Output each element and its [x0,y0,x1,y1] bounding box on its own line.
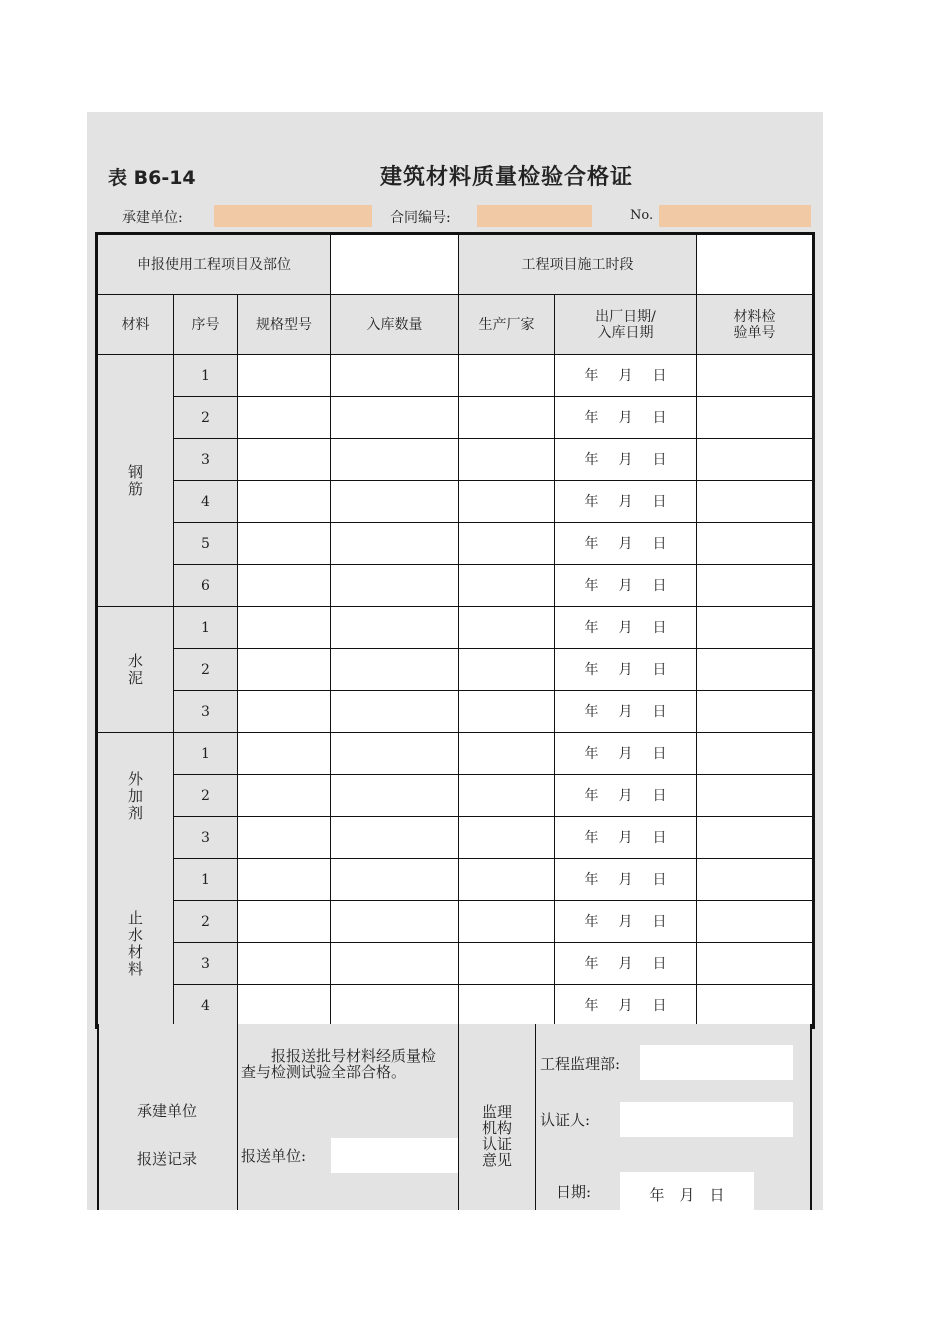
report-cell[interactable] [697,523,813,565]
date-cell[interactable]: 年 月 日 [555,775,697,817]
date-label: 日期: [556,1183,592,1201]
qty-cell[interactable] [331,649,459,691]
col-date: 出厂日期/入库日期 [555,295,697,355]
spec-cell[interactable] [238,775,331,817]
seq-cell: 2 [174,775,238,817]
spec-cell[interactable] [238,355,331,397]
report-cell[interactable] [697,397,813,439]
maker-cell[interactable] [459,901,555,943]
report-cell[interactable] [697,355,813,397]
qty-cell[interactable] [331,691,459,733]
no-input[interactable] [659,205,811,227]
submission-record-label: 报送记录 [137,1150,198,1168]
report-cell[interactable] [697,901,813,943]
qty-cell[interactable] [331,775,459,817]
seq-cell: 4 [174,481,238,523]
maker-cell[interactable] [459,985,555,1027]
spec-cell[interactable] [238,607,331,649]
date-cell[interactable]: 年 月 日 [555,733,697,775]
report-cell[interactable] [697,817,813,859]
maker-cell[interactable] [459,943,555,985]
cert-date-input[interactable]: 年 月 日 [620,1172,754,1210]
qty-cell[interactable] [331,943,459,985]
date-cell[interactable]: 年 月 日 [555,355,697,397]
maker-cell[interactable] [459,565,555,607]
maker-cell[interactable] [459,523,555,565]
qualification-statement: 报报送批号材料经质量检查与检测试验全部合格。 [241,1047,437,1081]
spec-cell[interactable] [238,733,331,775]
qty-cell[interactable] [331,817,459,859]
seq-cell: 3 [174,439,238,481]
report-cell[interactable] [697,985,813,1027]
spec-cell[interactable] [238,691,331,733]
date-cell[interactable]: 年 月 日 [555,691,697,733]
spec-cell[interactable] [238,649,331,691]
report-cell[interactable] [697,733,813,775]
maker-cell[interactable] [459,691,555,733]
seq-cell: 1 [174,859,238,901]
col-maker: 生产厂家 [459,295,555,355]
date-cell[interactable]: 年 月 日 [555,523,697,565]
seq-cell: 2 [174,649,238,691]
spec-cell[interactable] [238,859,331,901]
contract-input[interactable] [477,205,592,227]
maker-cell[interactable] [459,355,555,397]
qty-cell[interactable] [331,607,459,649]
spec-cell[interactable] [238,985,331,1027]
maker-cell[interactable] [459,817,555,859]
report-cell[interactable] [697,691,813,733]
form-code: 表 B6-14 [108,167,196,189]
period-label: 工程项目施工时段 [459,235,697,295]
divider [458,1024,459,1210]
project-label: 申报使用工程项目及部位 [98,235,331,295]
maker-cell[interactable] [459,775,555,817]
report-cell[interactable] [697,859,813,901]
date-cell[interactable]: 年 月 日 [555,397,697,439]
date-cell[interactable]: 年 月 日 [555,481,697,523]
unit-label: 承建单位: [122,210,183,226]
project-input[interactable] [331,235,459,295]
footer-section: 承建单位 报送记录 报报送批号材料经质量检查与检测试验全部合格。 报送单位: 监理机构认证意见 工程监理部: 认证人: 日期: 年 月 日 [97,1024,812,1210]
group-additive-waterstop: 外加剂 止水材料 [98,733,174,1027]
qty-cell[interactable] [331,565,459,607]
qty-cell[interactable] [331,733,459,775]
report-cell[interactable] [697,607,813,649]
col-seq: 序号 [174,295,238,355]
page-title: 建筑材料质量检验合格证 [380,165,634,190]
maker-cell[interactable] [459,607,555,649]
period-input[interactable] [697,235,813,295]
submitter-input[interactable] [331,1138,458,1173]
report-cell[interactable] [697,775,813,817]
col-qty: 入库数量 [331,295,459,355]
divider [535,1024,536,1210]
report-cell[interactable] [697,481,813,523]
report-cell[interactable] [697,565,813,607]
seq-cell: 1 [174,355,238,397]
no-label: No. [630,208,654,223]
qty-cell[interactable] [331,439,459,481]
spec-cell[interactable] [238,901,331,943]
date-cell[interactable]: 年 月 日 [555,565,697,607]
col-material: 材料 [98,295,174,355]
seq-cell: 2 [174,901,238,943]
col-report: 材料检验单号 [697,295,813,355]
date-cell[interactable]: 年 月 日 [555,607,697,649]
contract-label: 合同编号: [390,210,451,226]
seq-cell: 6 [174,565,238,607]
spec-cell[interactable] [238,817,331,859]
date-cell[interactable]: 年 月 日 [555,649,697,691]
material-table [97,234,813,1027]
date-cell[interactable]: 年 月 日 [555,817,697,859]
maker-cell[interactable] [459,439,555,481]
spec-cell[interactable] [238,523,331,565]
date-cell[interactable]: 年 月 日 [555,943,697,985]
date-cell[interactable]: 年 月 日 [555,901,697,943]
qty-cell[interactable] [331,859,459,901]
report-cell[interactable] [697,649,813,691]
maker-cell[interactable] [459,859,555,901]
qty-cell[interactable] [331,901,459,943]
date-cell[interactable]: 年 月 日 [555,439,697,481]
qty-cell[interactable] [331,355,459,397]
seq-cell: 4 [174,985,238,1027]
date-cell[interactable]: 年 月 日 [555,859,697,901]
seq-cell: 5 [174,523,238,565]
seq-cell: 2 [174,397,238,439]
dept-label: 工程监理部: [540,1055,621,1073]
seq-cell: 3 [174,691,238,733]
divider [237,1024,238,1210]
contractor-label: 承建单位 [137,1102,198,1120]
maker-cell[interactable] [459,481,555,523]
qty-cell[interactable] [331,985,459,1027]
spec-cell[interactable] [238,439,331,481]
spec-cell[interactable] [238,481,331,523]
spec-cell[interactable] [238,943,331,985]
maker-cell[interactable] [459,733,555,775]
maker-cell[interactable] [459,649,555,691]
date-cell[interactable]: 年 月 日 [555,985,697,1027]
group-steel: 钢筋 [98,355,174,607]
unit-input[interactable] [214,205,372,227]
dept-input[interactable] [640,1045,793,1080]
report-cell[interactable] [697,943,813,985]
maker-cell[interactable] [459,397,555,439]
seq-cell: 3 [174,943,238,985]
spec-cell[interactable] [238,565,331,607]
group-cement: 水泥 [98,607,174,733]
seq-cell: 3 [174,817,238,859]
qty-cell[interactable] [331,523,459,565]
certifier-input[interactable] [620,1102,793,1137]
submitter-label: 报送单位: [241,1147,307,1165]
report-cell[interactable] [697,439,813,481]
qty-cell[interactable] [331,481,459,523]
spec-cell[interactable] [238,397,331,439]
seq-cell: 1 [174,733,238,775]
seq-cell: 1 [174,607,238,649]
qty-cell[interactable] [331,397,459,439]
col-spec: 规格型号 [238,295,331,355]
certifier-label: 认证人: [540,1111,591,1129]
